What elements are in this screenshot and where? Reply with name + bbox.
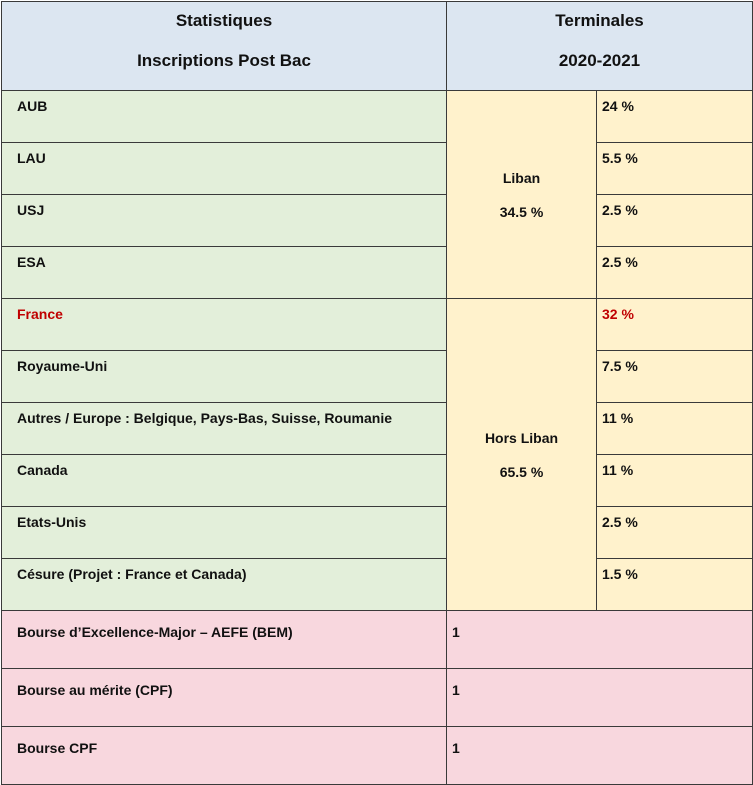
bourse-value: 1 (447, 727, 753, 785)
table-row (2, 351, 753, 403)
header-row (2, 2, 753, 91)
table-row (2, 403, 753, 455)
row-percent-highlighted: 32 % (597, 299, 753, 351)
bourse-label: Bourse CPF (2, 727, 447, 785)
row-percent: 11 % (597, 403, 753, 455)
row-label: ESA (2, 247, 447, 299)
post-bac-statistics-table (1, 1, 753, 785)
row-percent: 24 % (597, 91, 753, 143)
group-hors-liban-name: Hors Liban (484, 429, 559, 446)
row-percent: 7.5 % (597, 351, 753, 403)
header-year: 2020-2021 (558, 51, 641, 70)
table-row (2, 299, 753, 351)
row-label: AUB (2, 91, 447, 143)
table-row (2, 455, 753, 507)
bourse-row (2, 669, 753, 727)
row-percent: 2.5 % (597, 507, 753, 559)
header-right-cell (447, 2, 753, 91)
bourse-label: Bourse au mérite (CPF) (2, 669, 447, 727)
row-label: LAU (2, 143, 447, 195)
bourse-row (2, 727, 753, 785)
header-left-cell (2, 2, 447, 91)
table-row (2, 507, 753, 559)
row-label: Etats-Unis (2, 507, 447, 559)
header-title: Statistiques (175, 11, 273, 30)
table-row (2, 143, 753, 195)
bourse-label: Bourse d’Excellence-Major – AEFE (BEM) (2, 611, 447, 669)
row-label: USJ (2, 195, 447, 247)
bourse-value: 1 (447, 669, 753, 727)
row-percent: 2.5 % (597, 195, 753, 247)
group-liban-cell (447, 91, 597, 299)
group-hors-liban-percent: 65.5 % (499, 463, 544, 480)
table-row (2, 91, 753, 143)
row-percent: 11 % (597, 455, 753, 507)
row-percent: 2.5 % (597, 247, 753, 299)
group-hors-liban-cell (447, 299, 597, 611)
table-row (2, 247, 753, 299)
row-label-highlighted: France (2, 299, 447, 351)
row-label: Césure (Projet : France et Canada) (2, 559, 447, 611)
row-percent: 5.5 % (597, 143, 753, 195)
header-subtitle: Inscriptions Post Bac (137, 51, 311, 70)
group-liban-name: Liban (502, 169, 541, 186)
bourse-row (2, 611, 753, 669)
row-label: Royaume-Uni (2, 351, 447, 403)
table-row (2, 195, 753, 247)
bourse-value: 1 (447, 611, 753, 669)
header-class-name: Terminales (555, 11, 644, 30)
row-label: Autres / Europe : Belgique, Pays-Bas, Suisse, Roumanie (2, 403, 447, 455)
table-row (2, 559, 753, 611)
group-liban-percent: 34.5 % (499, 203, 544, 220)
row-label: Canada (2, 455, 447, 507)
row-percent: 1.5 % (597, 559, 753, 611)
